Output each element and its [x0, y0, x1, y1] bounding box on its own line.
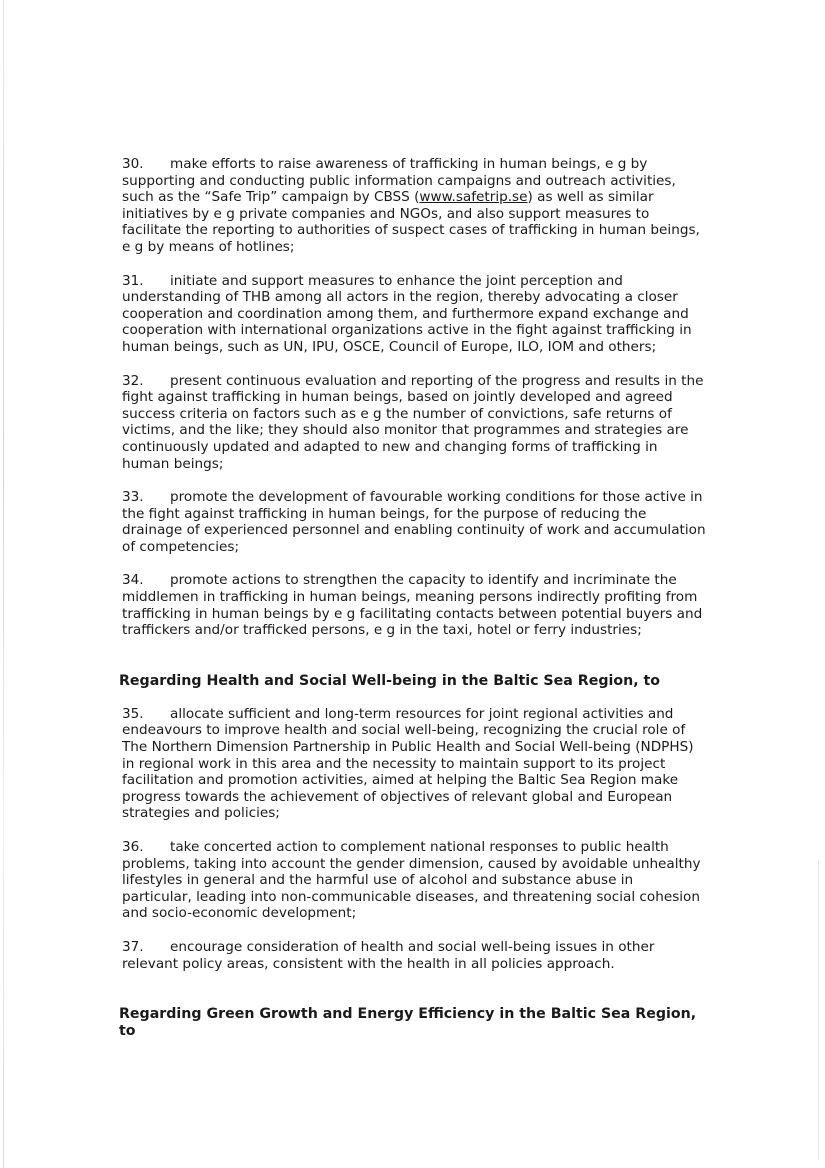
- paragraph-37: [122, 939, 706, 972]
- paragraph-text: present continuous evaluation and reporting of the progress and results in the fight against trafficking in human beings, based on jointly developed and agreed success criteria on factors such as e g the number of convictions, safe returns of victims, and the like; they should also monitor that programmes and strategies are continuously updated and adapted to new and changing forms of trafficking in human beings;: [122, 372, 704, 472]
- paragraph-number: 37.: [122, 938, 144, 955]
- paragraph-number: 31.: [122, 272, 144, 289]
- paragraph-34: [122, 572, 706, 638]
- paragraph-number: 33.: [122, 489, 144, 506]
- paragraph-36: [122, 839, 706, 922]
- paragraph-32: [122, 373, 706, 473]
- scan-edge-left: [3, 0, 4, 1168]
- paragraph-text: ) as well as similar initiatives by e g private companies and NGOs, and also support measures to facilitate the reporting to authorities of suspect cases of trafficking in human beings, e g by means of hotlines;: [122, 189, 700, 255]
- paragraph-35: [122, 706, 706, 822]
- paragraph-text: promote the development of favourable working conditions for those active in the fight against trafficking in human beings, for the purpose of reducing the drainage of experienced personnel and enabling continuity of work and accumulation of competencies;: [122, 489, 706, 555]
- paragraph-number: 32.: [122, 372, 144, 389]
- paragraph-30: [122, 156, 706, 256]
- document-body: [119, 156, 706, 1056]
- scan-edge-right: [818, 860, 819, 1160]
- paragraph-33: [122, 489, 706, 555]
- section-heading-health: Regarding Health and Social Well-being in the Baltic Sea Region, to: [119, 672, 661, 689]
- paragraph-number: 34.: [122, 572, 144, 589]
- paragraph-31: [122, 273, 706, 356]
- paragraph-text: allocate sufficient and long-term resources for joint regional activities and endeavours to improve health and social well-being, recognizing the crucial role of The Northern Dimension Partnership in Public Health and Social Well-being (NDPHS) in regional work in this area and the necessity to maintain support to its project facilitation and promotion activities, aimed at helping the Baltic Sea Region make progress towards the achievement of objectives of relevant global and European strategies and policies;: [122, 705, 694, 822]
- paragraph-text: initiate and support measures to enhance the joint perception and understanding of THB among all actors in the region, thereby advocating a closer cooperation and coordination among them, and furthermore expand exchange and cooperation with international organizations active in the fight against trafficking in human beings, such as UN, IPU, OSCE, Council of Europe, ILO, IOM and others;: [122, 272, 692, 355]
- paragraph-text: make efforts to raise awareness of trafficking in human beings, e g by supporting and conducting public information campaigns and outreach activities, such as the “Safe Trip” campaign by CBSS (: [122, 156, 676, 206]
- paragraph-number: 35.: [122, 705, 144, 722]
- section-heading-green-growth: Regarding Green Growth and Energy Efficiency in the Baltic Sea Region, to: [119, 1006, 697, 1040]
- safetrip-link[interactable]: www.safetrip.se: [419, 189, 528, 206]
- paragraph-number: 30.: [122, 156, 144, 172]
- paragraph-number: 36.: [122, 839, 144, 855]
- paragraph-text: take concerted action to complement national responses to public health problems, taking into account the gender dimension, caused by avoidable unhealthy lifestyles in general and the harmful use of alcohol and substance abuse in particular, leading into non-communicable diseases, and threatening social cohesion and socio-economic development;: [122, 839, 701, 922]
- paragraph-text: promote actions to strengthen the capacity to identify and incriminate the middlemen in trafficking in human beings, meaning persons indirectly profiting from trafficking in human beings by e g facilitating contacts between potential buyers and traffickers and/or trafficked persons, e g in the taxi, hotel or ferry industries;: [122, 572, 703, 639]
- paragraph-text: encourage consideration of health and social well-being issues in other relevant policy areas, consistent with the health in all policies approach.: [122, 938, 655, 972]
